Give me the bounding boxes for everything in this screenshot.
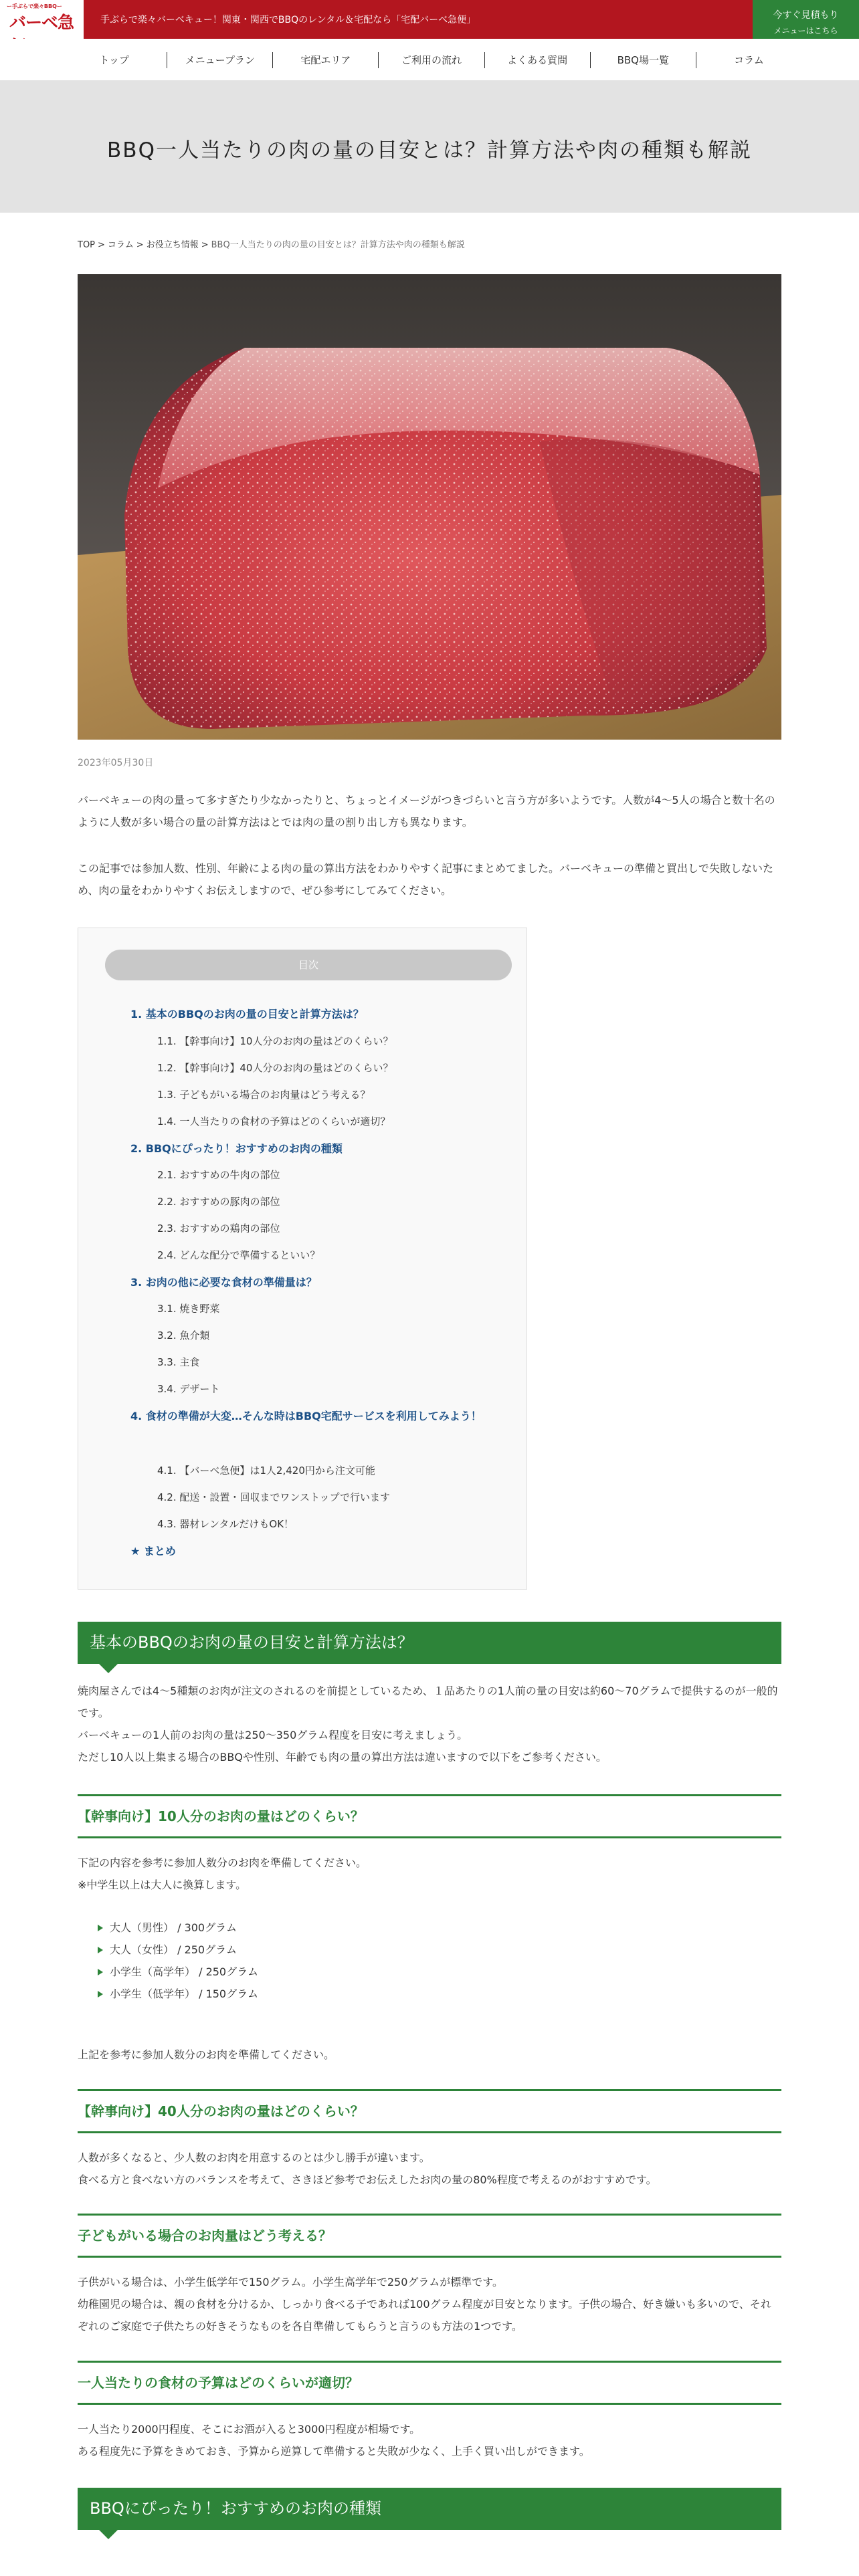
nav-item-faq[interactable]: よくある質問: [485, 52, 591, 68]
toc-item-1-3[interactable]: 1.3. 子どもがいる場合のお肉量はどう考える？: [157, 1089, 371, 1101]
toc-item-1[interactable]: 1. 基本のBBQのお肉の量の目安と計算方法は？: [130, 1008, 364, 1021]
toc-item-2[interactable]: 2. BBQにぴったり！おすすめのお肉の種類: [130, 1142, 343, 1155]
toc-item-2-2[interactable]: 2.2. おすすめの豚肉の部位: [157, 1196, 280, 1208]
sub4-paragraph-2: ある程度先に予算をきめておき、予算から逆算して準備すると失敗が少なく、上手く買い出しができます。: [78, 2445, 590, 2458]
toc-item-4-1[interactable]: 4.1. 【バーベ急便】は1人2,420円から注文可能: [157, 1465, 375, 1477]
global-nav: [0, 39, 859, 81]
nav-item-flow[interactable]: ご利用の流れ: [379, 52, 484, 68]
section-heading-basic-amount: [78, 1622, 781, 1664]
section1-paragraph-1: 焼肉屋さんでは4〜5種類のお肉が注文のされるのを前提としているため、１品あたりの1人前の量の目安は約60〜70グラムで提供するのが一般的です。: [78, 1685, 778, 1719]
subheading-children: 子どもがいる場合のお肉量はどう考える？: [78, 2214, 781, 2258]
breadcrumb-separator: >: [98, 240, 105, 250]
logo-subtitle: ー手ぶらで楽々BBQー: [7, 3, 62, 9]
section-heading-text: BBQにぴったり！おすすめのお肉の種類: [90, 2499, 382, 2518]
nav-item-bbq-sites[interactable]: BBQ場一覧: [591, 52, 696, 68]
breadcrumb: [78, 237, 465, 250]
toc-item-2-1[interactable]: 2.1. おすすめの牛肉の部位: [157, 1169, 280, 1181]
sub2-paragraph-1: 人数が多くなると、少人数のお肉を用意するのとは少し勝手が違います。: [78, 2151, 430, 2164]
sub3-paragraph-2: 幼稚園児の場合は、親の食材を分けるか、しっかり食べる子であれば100グラム程度が目安となります。子供の場合、好き嫌いも多いので、それぞれのご家庭で子供たちの好きそうなものを各自準備してもらうと言うのも方法の1つです。: [78, 2298, 771, 2333]
section1-paragraph-3: ただし10人以上集まる場合のBBQや性別、年齢でも肉の量の算出方法は違いますので以下をご参考ください。: [78, 1751, 607, 1763]
sub2-paragraph-2: 食べる方と食べない方のバランスを考えて、さきほど参考でお伝えしたお肉の量の80%程度で考えるのがおすすめです。: [78, 2173, 657, 2186]
toc-item-4-2[interactable]: 4.2. 配送・設置・回収までワンストップで行います: [157, 1491, 390, 1503]
page-hero: [0, 81, 859, 213]
logo-text: バーベ急: [9, 13, 74, 32]
section-heading-meat-types: [78, 2488, 781, 2530]
toc-item-1-1[interactable]: 1.1. 【幹事向け】10人分のお肉の量はどのくらい？: [157, 1035, 393, 1047]
list-item: 小学生（高学年） / 250グラム: [98, 1961, 499, 1983]
estimate-button-label: 今すぐ見積もり: [773, 10, 839, 21]
table-of-contents: [78, 928, 527, 1590]
toc-item-2-3[interactable]: 2.3. おすすめの鶏肉の部位: [157, 1222, 280, 1235]
toc-item-3-1[interactable]: 3.1. 焼き野菜: [157, 1303, 220, 1315]
subheading-10-people: 【幹事向け】10人分のお肉の量はどのくらい？: [78, 1794, 781, 1838]
breadcrumb-column[interactable]: コラム: [107, 240, 134, 250]
sub1-paragraph-2: ※中学生以上は大人に換算します。: [78, 1879, 247, 1891]
section1-paragraph-2: バーベキューの1人前のお肉の量は250〜350グラム程度を目安に考えましょう。: [78, 1729, 468, 1741]
list-item: 大人（男性） / 300グラム: [98, 1917, 499, 1939]
toc-item-3[interactable]: 3. お肉の他に必要な食材の準備量は？: [130, 1276, 317, 1289]
nav-item-delivery-area[interactable]: 宅配エリア: [273, 52, 379, 68]
nav-item-top[interactable]: トップ: [62, 52, 167, 68]
nav-item-column[interactable]: コラム: [733, 54, 764, 66]
list-item: 小学生（低学年） / 150グラム: [98, 1983, 499, 2005]
top-bar: [0, 0, 859, 39]
estimate-button[interactable]: [753, 0, 859, 39]
section-heading-text: 基本のBBQのお肉の量の目安と計算方法は？: [90, 1633, 413, 1652]
list-item: 大人（女性） / 250グラム: [98, 1939, 499, 1961]
heading-pointer: [99, 2530, 118, 2539]
nav-item-menu-plan[interactable]: メニュープラン: [167, 52, 273, 68]
sub1-paragraph-after: 上記を参考に参加人数分のお肉を準備してください。: [78, 2048, 335, 2061]
toc-item-2-4[interactable]: 2.4. どんな配分で準備するといい？: [157, 1249, 320, 1261]
meat-amount-list: [98, 1917, 499, 2005]
intro-paragraph-2: この記事では参加人数、性別、年齢による肉の量の算出方法をわかりやすく記事にまとめてました。バーベキューの準備と買出しで失敗しないため、肉の量をわかりやすくお伝えしますので、ぜひ参考にしてみてください。: [78, 862, 774, 897]
breadcrumb-separator: >: [201, 240, 209, 250]
sub1-paragraph-1: 下記の内容を参考に参加人数分のお肉を準備してください。: [78, 1856, 367, 1869]
toc-item-4[interactable]: 4. 食材の準備が大変…そんな時はBBQ宅配サービスを利用してみよう！: [130, 1410, 482, 1422]
publish-date: 2023年05月30日: [78, 758, 154, 768]
toc-item-summary[interactable]: ★ まとめ: [130, 1545, 176, 1558]
article-eyecatch-image: [78, 274, 781, 740]
sub3-paragraph-1: 子供がいる場合は、小学生低学年で150グラム。小学生高学年で250グラムが標準です。: [78, 2276, 503, 2288]
intro-paragraph-1: バーベキューの肉の量って多すぎたり少なかったりと、ちょっとイメージがつきづらいと言う方が多いようです。人数が4〜5人の場合と数十名のように人数が多い場合の量の計算方法はとでは肉の量の割り出し方も異なります。: [78, 794, 775, 829]
toc-item-1-4[interactable]: 1.4. 一人当たりの食材の予算はどのくらいが適切？: [157, 1115, 391, 1128]
breadcrumb-separator: >: [136, 240, 144, 250]
beef-photo: [78, 274, 781, 740]
subheading-budget: 一人当たりの食材の予算はどのくらいが適切？: [78, 2361, 781, 2405]
toc-item-1-2[interactable]: 1.2. 【幹事向け】40人分のお肉の量はどのくらい？: [157, 1062, 393, 1074]
toc-item-3-3[interactable]: 3.3. 主食: [157, 1356, 200, 1368]
breadcrumb-current: BBQ一人当たりの肉の量の目安とは？計算方法や肉の種類も解説: [211, 240, 465, 250]
breadcrumb-top[interactable]: TOP: [78, 240, 96, 250]
toc-item-3-2[interactable]: 3.2. 魚介類: [157, 1329, 210, 1341]
toc-item-3-4[interactable]: 3.4. デザート: [157, 1383, 220, 1395]
heading-pointer: [99, 1664, 118, 1673]
subheading-40-people: 【幹事向け】40人分のお肉の量はどのくらい？: [78, 2089, 781, 2133]
breadcrumb-category[interactable]: お役立ち情報: [146, 240, 199, 250]
site-logo[interactable]: [0, 0, 84, 39]
sub4-paragraph-1: 一人当たり2000円程度、そこにお酒が入ると3000円程度が相場です。: [78, 2423, 421, 2436]
page-title: BBQ一人当たりの肉の量の目安とは？計算方法や肉の種類も解説: [107, 138, 752, 163]
toc-item-4-3[interactable]: 4.3. 器材レンタルだけもOK！: [157, 1518, 294, 1530]
toc-title[interactable]: 目次: [105, 950, 512, 980]
menu-link-label: メニューはこちら: [773, 26, 838, 35]
site-tagline: 手ぶらで楽々バーベキュー！関東・関西でBBQのレンタル＆宅配なら「宅配バーベ急便」: [100, 15, 476, 25]
